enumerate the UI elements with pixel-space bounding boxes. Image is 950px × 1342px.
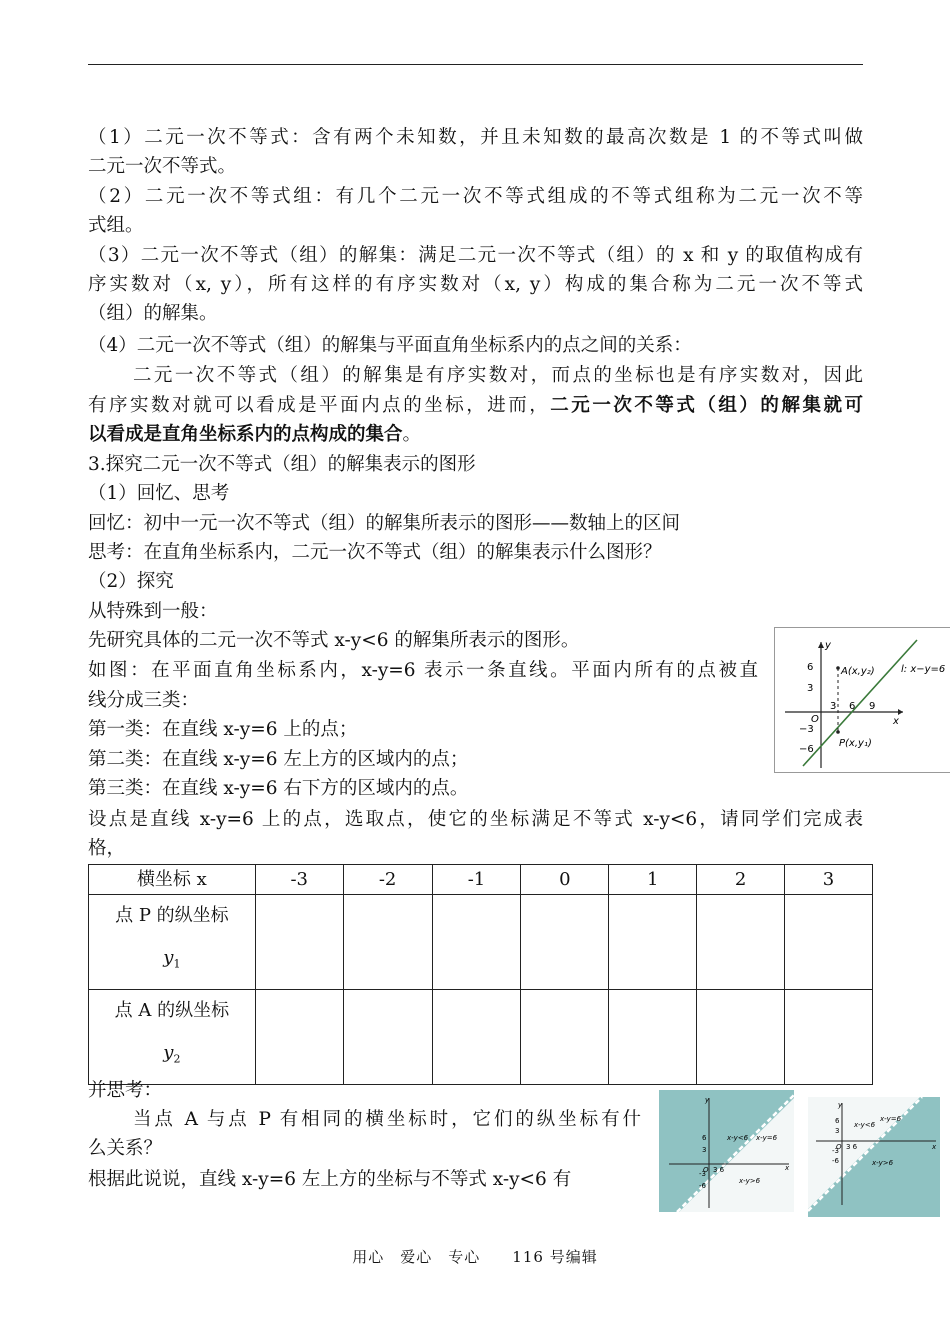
tick-label: 3 (807, 683, 814, 694)
label-less: x-y<6 (727, 1134, 749, 1142)
region-graph-upper (659, 1090, 794, 1212)
tick-label: -6 (832, 1157, 839, 1165)
table-row (89, 895, 873, 990)
text-line: 第二类：在直线 x-y=6 左上方的区域内的点； (88, 749, 469, 770)
table-cell[interactable] (521, 990, 609, 1085)
table-cell[interactable] (255, 990, 343, 1085)
text-span: 有序实数对就可以看成是平面内点的坐标，进而， (88, 395, 551, 416)
variable-label (163, 1038, 180, 1075)
point-a-marker (836, 666, 840, 670)
label-greater: x-y>6 (872, 1159, 894, 1167)
axis-label-x: x (932, 1143, 937, 1151)
text-line: 思考：在直角坐标系内，二元一次不等式（组）的解集表示什么图形？ (88, 542, 662, 563)
text-span: 。 (402, 424, 422, 445)
tick-label: -3 (699, 1170, 706, 1178)
header-cell: -1 (432, 865, 521, 895)
text-line: 回忆：初中一元一次不等式（组）的解集所表示的图形——数轴上的区间 (88, 513, 681, 534)
point-p-marker (836, 730, 840, 734)
tick-label: 6 (835, 1117, 840, 1125)
region-graph-lower (808, 1097, 940, 1217)
tick-label: 3 (702, 1146, 707, 1154)
text-line (88, 391, 863, 420)
table-cell[interactable] (785, 895, 873, 990)
bold-text: 以看成是直角坐标系内的点构成的集合 (88, 424, 403, 445)
label-equal: x-y=6 (880, 1115, 902, 1123)
text-line: （组）的解集。 (88, 303, 218, 324)
row-label: 点 A 的纵坐标 (114, 1000, 230, 1021)
tick-label: -3 (832, 1147, 839, 1155)
tick-label: 3 6 (713, 1166, 725, 1174)
tick-label: 3 6 (846, 1143, 858, 1151)
variable-label (163, 943, 180, 980)
text-line: 序实数对（x, y），所有这样的有序实数对（x, y）构成的集合称为二元一次不等式 (88, 274, 863, 295)
section-heading: 3.探究二元一次不等式（组）的解集表示的图形 (88, 454, 476, 475)
header-cell: -2 (343, 865, 432, 895)
text-line: 式组。 (88, 215, 144, 236)
point-a-label: A(x,y₂) (841, 666, 875, 677)
text-line: 根据此说说，直线 x-y=6 左上方的坐标与不等式 x-y<6 有 (88, 1169, 572, 1190)
table-cell[interactable] (697, 895, 785, 990)
text-line: （1）回忆、思考 (88, 483, 230, 504)
axis-label-x: x (785, 1164, 790, 1172)
table-cell[interactable] (432, 990, 521, 1085)
label-equal: x-y=6 (756, 1134, 778, 1142)
tick-label: 6 (807, 662, 814, 673)
variable-name: y (163, 947, 174, 968)
header-cell: 1 (609, 865, 697, 895)
header-cell: -3 (255, 865, 343, 895)
origin-label: O (836, 1143, 842, 1151)
header-rule (88, 64, 863, 65)
table-cell[interactable] (521, 895, 609, 990)
table-row (89, 990, 873, 1085)
origin-label: O (703, 1166, 709, 1174)
text-line: 先研究具体的二元一次不等式 x-y<6 的解集所表示的图形。 (88, 630, 580, 651)
header-cell: 0 (521, 865, 609, 895)
tick-label: 9 (869, 701, 876, 712)
text-line: 并思考： (88, 1080, 163, 1101)
axis-label-x: x (893, 716, 899, 727)
tick-label: 6 (849, 701, 856, 712)
text-line: 么关系？ (88, 1138, 163, 1159)
table-cell[interactable] (785, 990, 873, 1085)
text-line: （3）二元一次不等式（组）的解集：满足二元一次不等式（组）的 x 和 y 的取值构成有 (88, 245, 863, 266)
line-label: l: x−y=6 (901, 664, 946, 675)
text-line: 二元一次不等式。 (88, 156, 237, 177)
table-cell[interactable] (255, 895, 343, 990)
label-less: x-y<6 (854, 1121, 876, 1129)
tick-label: −3 (799, 724, 814, 735)
axis-label-y: y (705, 1096, 710, 1104)
bold-text: 二元一次不等式（组）的解集就可 (550, 395, 863, 416)
text-line: （1）二元一次不等式：含有两个未知数，并且未知数的最高次数是 1 的不等式叫做 (88, 127, 863, 148)
axis-label-y: y (838, 1101, 843, 1109)
tick-label: 3 (830, 701, 837, 712)
page-footer: 用心 爱心 专心 116 号编辑 (352, 1248, 598, 1266)
text-line: 从特殊到一般： (88, 601, 218, 622)
text-line (88, 420, 421, 449)
variable-name: y (163, 1042, 174, 1063)
text-line: （2）探究 (88, 571, 174, 592)
variable-subscript: 1 (173, 957, 181, 971)
header-cell: 2 (697, 865, 785, 895)
row-label-cell (89, 895, 256, 990)
tick-label: -6 (699, 1182, 706, 1190)
label-greater: x-y>6 (739, 1177, 761, 1185)
origin-label: O (811, 714, 819, 725)
table-cell[interactable] (343, 895, 432, 990)
text-line: 第三类：在直线 x-y=6 右下方的区域内的点。 (88, 778, 469, 799)
row-label: 点 P 的纵坐标 (115, 905, 229, 926)
point-p-label: P(x,y₁) (839, 738, 872, 749)
tick-label: −6 (799, 744, 814, 755)
line-graph-figure (774, 627, 950, 773)
text-line: 如图：在平面直角坐标系内，x-y=6 表示一条直线。平面内所有的点被直 (88, 660, 758, 681)
text-line: 线分成三类： (88, 690, 200, 711)
text-line: 二元一次不等式（组）的解集是有序实数对，而点的坐标也是有序实数对，因此 (133, 365, 863, 386)
text-line: 设点是直线 x-y=6 上的点，选取点，使它的坐标满足不等式 x-y<6，请同学们完成表 (88, 809, 863, 830)
y-axis-arrow-icon (818, 642, 824, 648)
text-line: （2）二元一次不等式组：有几个二元一次不等式组成的不等式组称为二元一次不等 (88, 186, 863, 207)
text-line: 格， (88, 838, 126, 859)
x-axis-arrow-icon (898, 709, 903, 715)
table-cell[interactable] (432, 895, 521, 990)
row-label-cell (89, 990, 256, 1085)
table-cell[interactable] (343, 990, 432, 1085)
header-cell: 横坐标 x (89, 865, 256, 895)
table-cell[interactable] (697, 990, 785, 1085)
tick-label: 3 (835, 1127, 840, 1135)
tick-label: 6 (702, 1134, 707, 1142)
table-header-row (89, 865, 873, 895)
text-line: （4）二元一次不等式（组）的解集与平面直角坐标系内的点之间的关系： (88, 335, 692, 356)
table-cell[interactable] (609, 990, 697, 1085)
variable-subscript: 2 (173, 1052, 181, 1066)
header-cell: 3 (785, 865, 873, 895)
text-line: 当点 A 与点 P 有相同的横坐标时，它们的纵坐标有什 (133, 1109, 641, 1130)
text-line: 第一类：在直线 x-y=6 上的点； (88, 719, 358, 740)
coordinate-table (88, 864, 873, 1085)
axis-label-y: y (825, 640, 831, 651)
table-cell[interactable] (609, 895, 697, 990)
unshaded-region (808, 1097, 920, 1209)
